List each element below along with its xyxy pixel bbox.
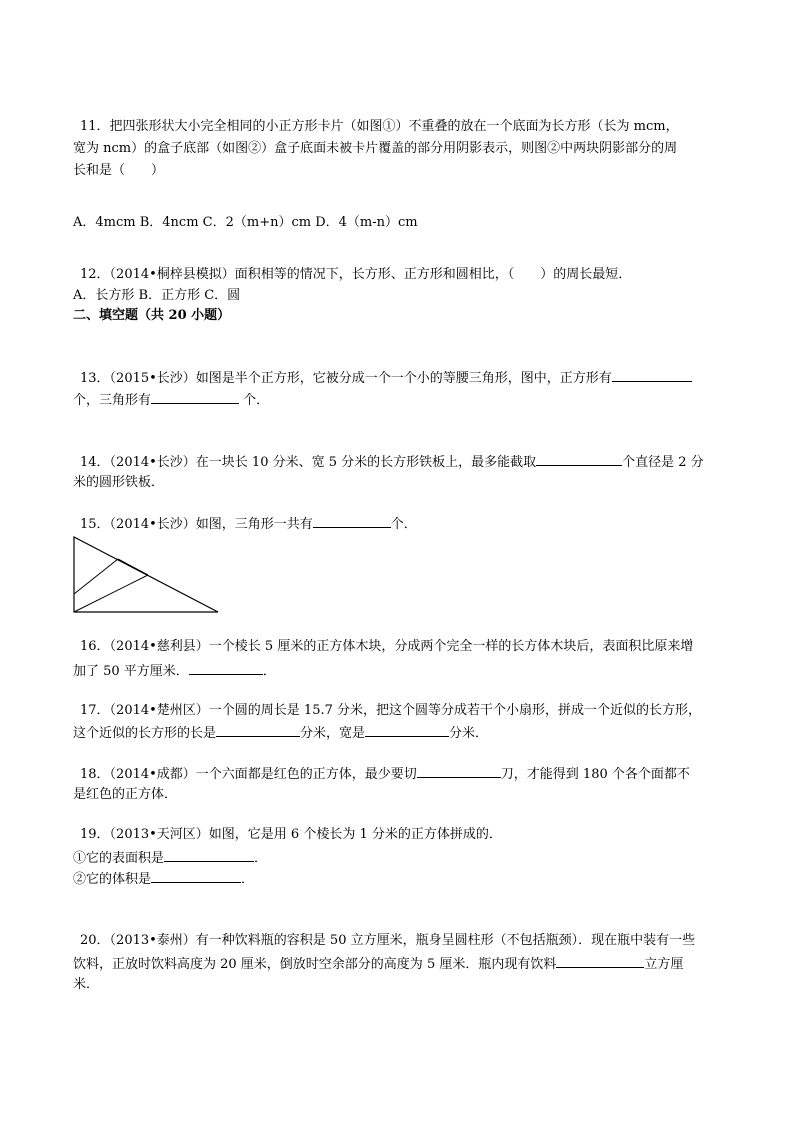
q19-text-2b: ． xyxy=(254,851,268,866)
q18-line1 xyxy=(80,764,690,784)
q19-line1: 19．（2013•天河区）如图，它是用 6 个棱长为 1 分米的正方体拼成的． xyxy=(80,827,502,842)
inner-line-3 xyxy=(118,559,148,575)
q19-blank-surface[interactable] xyxy=(164,848,254,862)
triangle-figure xyxy=(73,536,221,614)
q20-text-2: 饮料，正放时饮料高度为 20 厘米，倒放时空余部分的高度为 5 厘米．瓶内现有饮料 xyxy=(73,957,557,972)
q13-blank-squares[interactable] xyxy=(612,368,692,382)
q18-text-1b: 刀，才能得到 180 个各个面都不 xyxy=(500,767,690,782)
q16-blank[interactable] xyxy=(189,661,263,675)
q20-text-2b: 立方厘 xyxy=(644,957,684,972)
q13-blank-triangles[interactable] xyxy=(151,390,239,404)
q20-line3: 米． xyxy=(73,977,100,992)
q13-line2 xyxy=(73,390,269,410)
q16-text-2: 加了 50 平方厘米． xyxy=(73,664,189,679)
q14-line2: 米的圆形铁板． xyxy=(73,475,165,490)
inner-line-1 xyxy=(74,559,118,594)
q17-line2 xyxy=(73,723,488,743)
q19-text-3b: ． xyxy=(241,872,255,887)
q11-options: A．4mcm B．4ncm C．2（m+n）cm D．4（m-n）cm xyxy=(73,215,418,230)
q16-line1: 16．（2014•慈利县）一个棱长 5 厘米的正方体木块，分成两个完全一样的长方体木块后，表面积比原来增 xyxy=(80,639,694,654)
inner-line-2 xyxy=(74,575,148,612)
q13-text-2b: 个． xyxy=(243,393,270,408)
q15-blank[interactable] xyxy=(313,514,391,528)
q19-text-3: ②它的体积是 xyxy=(73,872,152,887)
q14-text-1: 14．（2014•长沙）在一块长 10 分米、宽 5 分米的长方形铁板上，最多能截取 xyxy=(80,455,537,470)
q15-text-1: 15．（2014•长沙）如图，三角形一共有 xyxy=(80,517,313,532)
q13-text-1: 13．（2015•长沙）如图是半个正方形，它被分成一个一个小的等腰三角形，图中，正方形有 xyxy=(80,371,612,386)
q17-blank-length[interactable] xyxy=(216,723,300,737)
q18-text-1: 18．（2014•成都）一个六面都是红色的正方体，最少要切 xyxy=(80,767,417,782)
q14-line1 xyxy=(80,452,704,472)
q17-blank-width[interactable] xyxy=(365,723,449,737)
q14-text-1b: 个直径是 2 分 xyxy=(622,455,704,470)
section-title-fill-in: 二、填空题（共 20 小题） xyxy=(73,308,231,323)
q17-text-2: 这个近似的长方形的长是 xyxy=(73,726,217,741)
q19-line2 xyxy=(73,848,267,868)
q15-line1 xyxy=(80,514,417,534)
q19-text-2: ①它的表面积是 xyxy=(73,851,165,866)
q15-text-1b: 个． xyxy=(390,517,417,532)
q20-line1: 20．（2013•泰州）有一种饮料瓶的容积是 50 立方厘米，瓶身呈圆柱形（不包括瓶颈）．现在瓶中装有一些 xyxy=(80,933,696,948)
q19-blank-volume[interactable] xyxy=(151,869,241,883)
q17-line1: 17．（2014•楚州区）一个圆的周长是 15.7 分米，把这个圆等分成若干个小扇形，拼成一个近似的长方形， xyxy=(80,703,702,718)
q17-text-2b: 分米，宽是 xyxy=(300,726,366,741)
q11-line2: 宽为 ncm）的盒子底部（如图②）盒子底面未被卡片覆盖的部分用阴影表示，则图②中两块阴影部分的周 xyxy=(73,141,678,156)
q13-text-2: 个，三角形有 xyxy=(73,393,152,408)
q11-line3: 长和是（ ） xyxy=(73,163,165,178)
q12-options: A．长方形 B．正方形 C．圆 xyxy=(73,288,241,303)
q13-line1 xyxy=(80,368,692,388)
q19-line3 xyxy=(73,869,254,889)
q20-line2 xyxy=(73,954,683,974)
q12-line1: 12．（2014•桐梓县模拟）面积相等的情况下，长方形、正方形和圆相比，（ ）的周长最短． xyxy=(80,267,632,282)
q18-line2: 是红色的正方体． xyxy=(73,787,178,802)
q16-text-2b: ． xyxy=(262,664,276,679)
q17-text-2c: 分米． xyxy=(449,726,489,741)
q16-line2 xyxy=(73,661,276,681)
q18-blank[interactable] xyxy=(417,764,501,778)
q20-blank[interactable] xyxy=(556,954,644,968)
q11-line1: 11．把四张形状大小完全相同的小正方形卡片（如图①）不重叠的放在一个底面为长方形（长为 mcm， xyxy=(80,119,679,134)
q14-blank[interactable] xyxy=(536,452,622,466)
